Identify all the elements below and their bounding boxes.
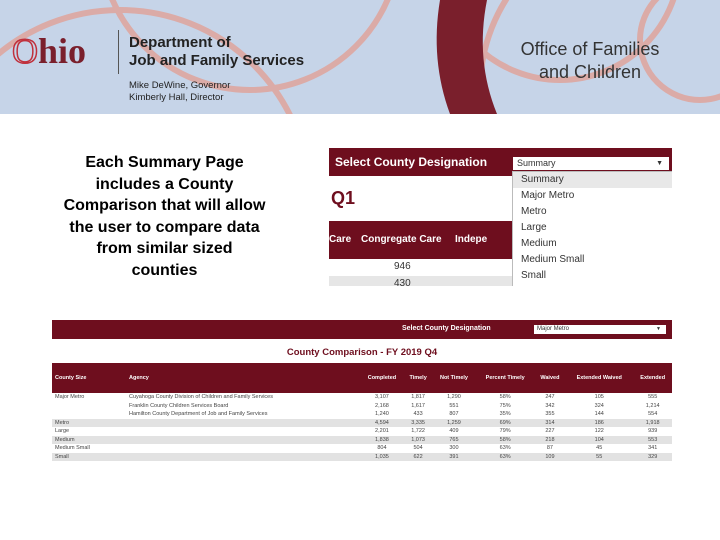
office-line2: and Children xyxy=(538,62,642,82)
table-cell: 45 xyxy=(596,445,603,452)
table-cell: 807 xyxy=(449,411,459,418)
table-cell: 75% xyxy=(499,402,511,409)
table-cell: 1,918 xyxy=(633,419,672,428)
table-cell: 144 xyxy=(594,411,604,418)
table-cell: 109 xyxy=(535,453,565,462)
option-large[interactable]: Large xyxy=(521,222,547,233)
table-cell: 409 xyxy=(449,428,459,435)
ohio-logo: Ohio xyxy=(12,31,87,71)
select-label: Select County Designation xyxy=(335,155,488,169)
select-label: Select County Designation xyxy=(402,325,491,332)
table-cell xyxy=(126,427,360,436)
table-cell: 342 xyxy=(545,402,555,409)
dept-line2: Job and Family Services xyxy=(129,52,305,69)
table-cell: 355 xyxy=(545,411,555,418)
table-cell: 765 xyxy=(432,436,475,445)
table-cell: Small xyxy=(52,453,126,462)
table-cell: 218 xyxy=(535,436,565,445)
table-cell: 553 xyxy=(633,436,672,445)
table-cell: 329 xyxy=(633,453,672,462)
table-cell: 555 xyxy=(648,394,658,401)
col-header: Extended Waived xyxy=(565,363,633,393)
col-header: Congregate Care xyxy=(361,234,442,245)
county-designation-select[interactable] xyxy=(513,157,669,170)
table-cell: 69% xyxy=(476,419,535,428)
table-cell: 2,168 xyxy=(375,402,389,409)
table-cell: 1,817 xyxy=(411,394,425,401)
officials xyxy=(129,80,230,104)
department-name xyxy=(129,34,304,70)
col-header: Indepe xyxy=(455,234,488,245)
table-cell: Franklin County Children Services Board xyxy=(129,402,229,409)
table-cell: 1,073 xyxy=(404,436,432,445)
table-row xyxy=(52,427,672,436)
table-cell xyxy=(52,410,126,419)
table-cell: 122 xyxy=(594,428,604,435)
table-cell: 551 xyxy=(449,402,459,409)
table-cell: 2,201 xyxy=(375,428,389,435)
col-header: Extended xyxy=(633,363,672,393)
table-cell: 3,107 xyxy=(375,394,389,401)
table-cell: 1,838 xyxy=(360,436,404,445)
table-cell xyxy=(126,453,360,462)
table-cell: 58% xyxy=(499,394,511,401)
col-header: Waived xyxy=(535,363,565,393)
table-cell: 804 xyxy=(377,445,387,452)
table-row xyxy=(52,453,672,462)
table-cell: 55 xyxy=(565,453,633,462)
table-cell: 79% xyxy=(499,428,511,435)
summary-screenshot xyxy=(329,148,672,286)
option-medium-small[interactable]: Medium Small xyxy=(521,254,585,265)
table-cell: 104 xyxy=(565,436,633,445)
table-cell: 186 xyxy=(565,419,633,428)
table-cell: 87 xyxy=(546,445,553,452)
caption: Each Summary Page includes a County Comparison that will allow the user to compare data from similar sized counties xyxy=(63,154,266,279)
comparison-table xyxy=(52,363,672,461)
table-row xyxy=(52,444,672,453)
table-cell: 314 xyxy=(535,419,565,428)
table-cell: 622 xyxy=(404,453,432,462)
director: Kimberly Hall, Director xyxy=(129,92,224,103)
office-name xyxy=(500,38,680,84)
table-cell: 300 xyxy=(449,445,459,452)
table-cell: 35% xyxy=(499,411,511,418)
table-cell: 504 xyxy=(413,445,423,452)
dropdown-arrow-icon: ▼ xyxy=(656,160,663,167)
dept-line1: Department of xyxy=(129,34,231,51)
table-cell: 939 xyxy=(648,428,658,435)
table-cell: 391 xyxy=(432,453,475,462)
comparison-title: County Comparison - FY 2019 Q4 xyxy=(286,347,438,358)
cell: 946 xyxy=(394,261,411,272)
table-cell: 433 xyxy=(413,411,423,418)
table-cell: Medium Small xyxy=(55,445,90,452)
table-cell: 1,035 xyxy=(360,453,404,462)
table-cell: Medium xyxy=(52,436,126,445)
table-cell: 247 xyxy=(545,394,555,401)
option-small[interactable]: Small xyxy=(521,270,547,281)
governor: Mike DeWine, Governor xyxy=(129,80,231,91)
table-cell: 324 xyxy=(594,402,604,409)
table-cell: 1,290 xyxy=(447,394,461,401)
table-cell: 554 xyxy=(648,411,658,418)
table-cell: Large xyxy=(55,428,70,435)
dropdown-menu xyxy=(512,171,672,286)
table-cell: 1,259 xyxy=(432,419,475,428)
option-summary[interactable]: Summary xyxy=(513,172,672,188)
option-major-metro[interactable]: Major Metro xyxy=(521,190,575,201)
col-header: Care xyxy=(329,234,352,245)
table-cell: Metro xyxy=(52,419,126,428)
table-cell: Hamilton County Department of Job and Family Services xyxy=(129,411,268,418)
table-cell: 341 xyxy=(648,445,658,452)
table-cell: 58% xyxy=(476,436,535,445)
divider xyxy=(118,30,119,74)
table-cell: 63% xyxy=(499,445,511,452)
table-row xyxy=(52,393,672,402)
table-cell: 1,722 xyxy=(411,428,425,435)
dropdown-arrow-icon: ▼ xyxy=(656,326,661,332)
col-header: Agency xyxy=(126,363,360,393)
table-cell: 1,240 xyxy=(375,411,389,418)
county-comparison-screenshot xyxy=(52,320,672,480)
option-medium[interactable]: Medium xyxy=(521,238,557,249)
office-line1: Office of Families xyxy=(520,39,660,59)
table-row xyxy=(52,402,672,411)
selected-value: Major Metro xyxy=(537,326,570,332)
table-cell xyxy=(126,419,360,428)
table-cell: 1,214 xyxy=(645,402,660,409)
table-cell: 4,594 xyxy=(360,419,404,428)
table-cell: 3,335 xyxy=(404,419,432,428)
table-cell: 227 xyxy=(545,428,555,435)
table-cell: 63% xyxy=(476,453,535,462)
table-cell: 105 xyxy=(594,394,604,401)
table-row xyxy=(52,410,672,419)
table-cell: 1,617 xyxy=(411,402,425,409)
table-cell xyxy=(126,444,360,453)
county-designation-select[interactable] xyxy=(534,325,666,334)
col-header: Percent Timely xyxy=(476,363,535,393)
table-row xyxy=(52,436,672,445)
quarter-title: Q1 xyxy=(331,188,356,208)
option-metro[interactable]: Metro xyxy=(521,206,547,217)
col-header: County Size xyxy=(52,363,126,393)
table-cell xyxy=(126,436,360,445)
table-row xyxy=(52,419,672,428)
filter-bar xyxy=(52,320,672,339)
table-cell: Cuyahoga County Division of Children and Family Services xyxy=(129,394,273,401)
col-header: Completed xyxy=(360,363,404,393)
col-header: Timely xyxy=(404,363,432,393)
col-header: Not Timely xyxy=(432,363,475,393)
header-banner xyxy=(0,0,720,114)
cell: 430 xyxy=(394,278,411,286)
selected-value: Summary xyxy=(517,158,556,168)
table-cell: Major Metro xyxy=(55,394,85,401)
table-cell xyxy=(52,402,126,411)
